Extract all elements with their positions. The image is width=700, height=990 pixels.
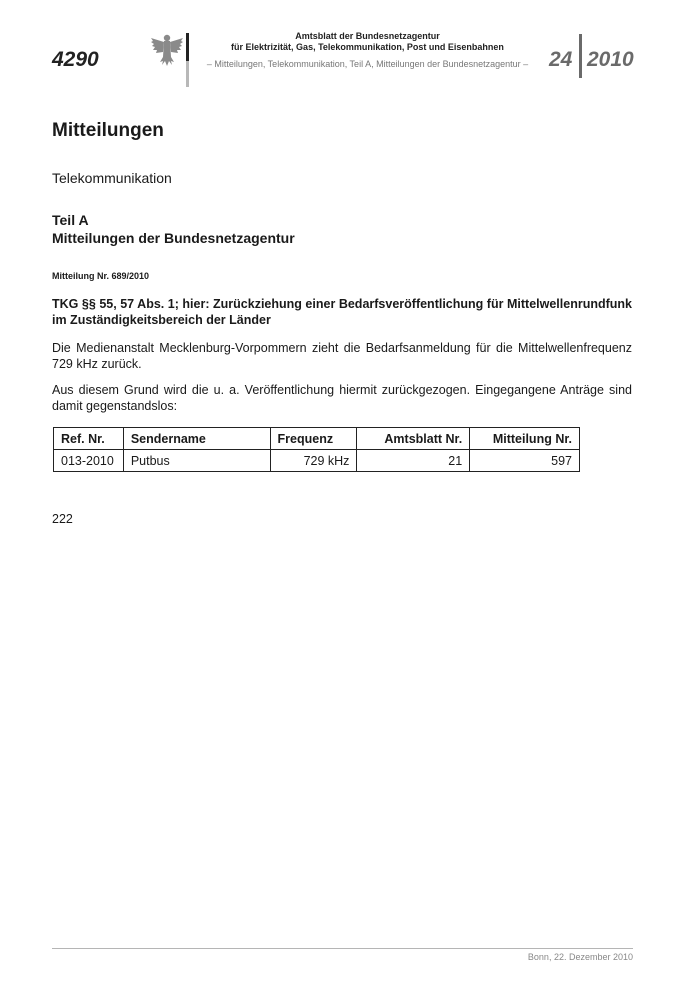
table-cell-ref: 013-2010 — [54, 450, 124, 472]
table-header-row — [54, 428, 580, 450]
table-cell-frequency: 729 kHz — [270, 450, 357, 472]
withdrawal-table — [53, 427, 580, 472]
footer-place-date: Bonn, 22. Dezember 2010 — [527, 952, 633, 962]
running-header: – Mitteilungen, Telekommunikation, Teil A, Mitteilungen der Bundesnetzagentur – — [206, 59, 529, 69]
publisher-name — [200, 31, 535, 53]
page-number: 4290 — [52, 48, 99, 71]
publisher-line-1: Amtsblatt der Bundesnetzagentur — [295, 31, 440, 41]
issue-divider — [579, 34, 582, 78]
publisher-line-2: für Elektrizität, Gas, Telekommunikation, Post und Eisenbahnen — [231, 42, 504, 52]
column-header: Ref. Nr. — [54, 428, 124, 450]
header-divider — [186, 33, 189, 61]
part-label: Teil A — [52, 212, 89, 228]
column-header: Mitteilung Nr. — [470, 428, 580, 450]
footer-divider — [52, 948, 633, 949]
column-header: Amtsblatt Nr. — [357, 428, 470, 450]
part-heading — [52, 211, 295, 247]
table-row — [54, 450, 580, 472]
column-header: Frequenz — [270, 428, 357, 450]
subsection-title: Telekommunikation — [52, 170, 172, 186]
notice-number: Mitteilung Nr. 689/2010 — [52, 271, 150, 281]
header-divider-light — [186, 61, 189, 87]
table-cell-station: Putbus — [123, 450, 270, 472]
table-cell-gazette: 21 — [357, 450, 470, 472]
body-paragraph: Aus diesem Grund wird die u. a. Veröffentlichung hiermit zurückgezogen. Eingegangene Anträge sind damit gegenstandslos: — [52, 383, 632, 413]
federal-eagle-icon — [150, 32, 184, 68]
body-paragraph: Die Medienanstalt Mecklenburg-Vorpommern zieht die Bedarfsanmeldung für die Mittelwellenfrequenz 729 kHz zurück. — [52, 341, 632, 371]
notice-title: TKG §§ 55, 57 Abs. 1; hier: Zurückziehung einer Bedarfsveröffentlichung für Mittelwellenrundfunk im Zuständigkeitsbereich der Länder — [52, 297, 632, 327]
column-header: Sendername — [123, 428, 270, 450]
part-title: Mitteilungen der Bundesnetzagentur — [52, 230, 295, 246]
page-reference: 222 — [52, 512, 73, 526]
issue-year: 2010 — [587, 48, 634, 71]
section-title: Mitteilungen — [52, 120, 164, 141]
table-cell-notice: 597 — [470, 450, 580, 472]
issue-number: 24 — [549, 48, 573, 71]
